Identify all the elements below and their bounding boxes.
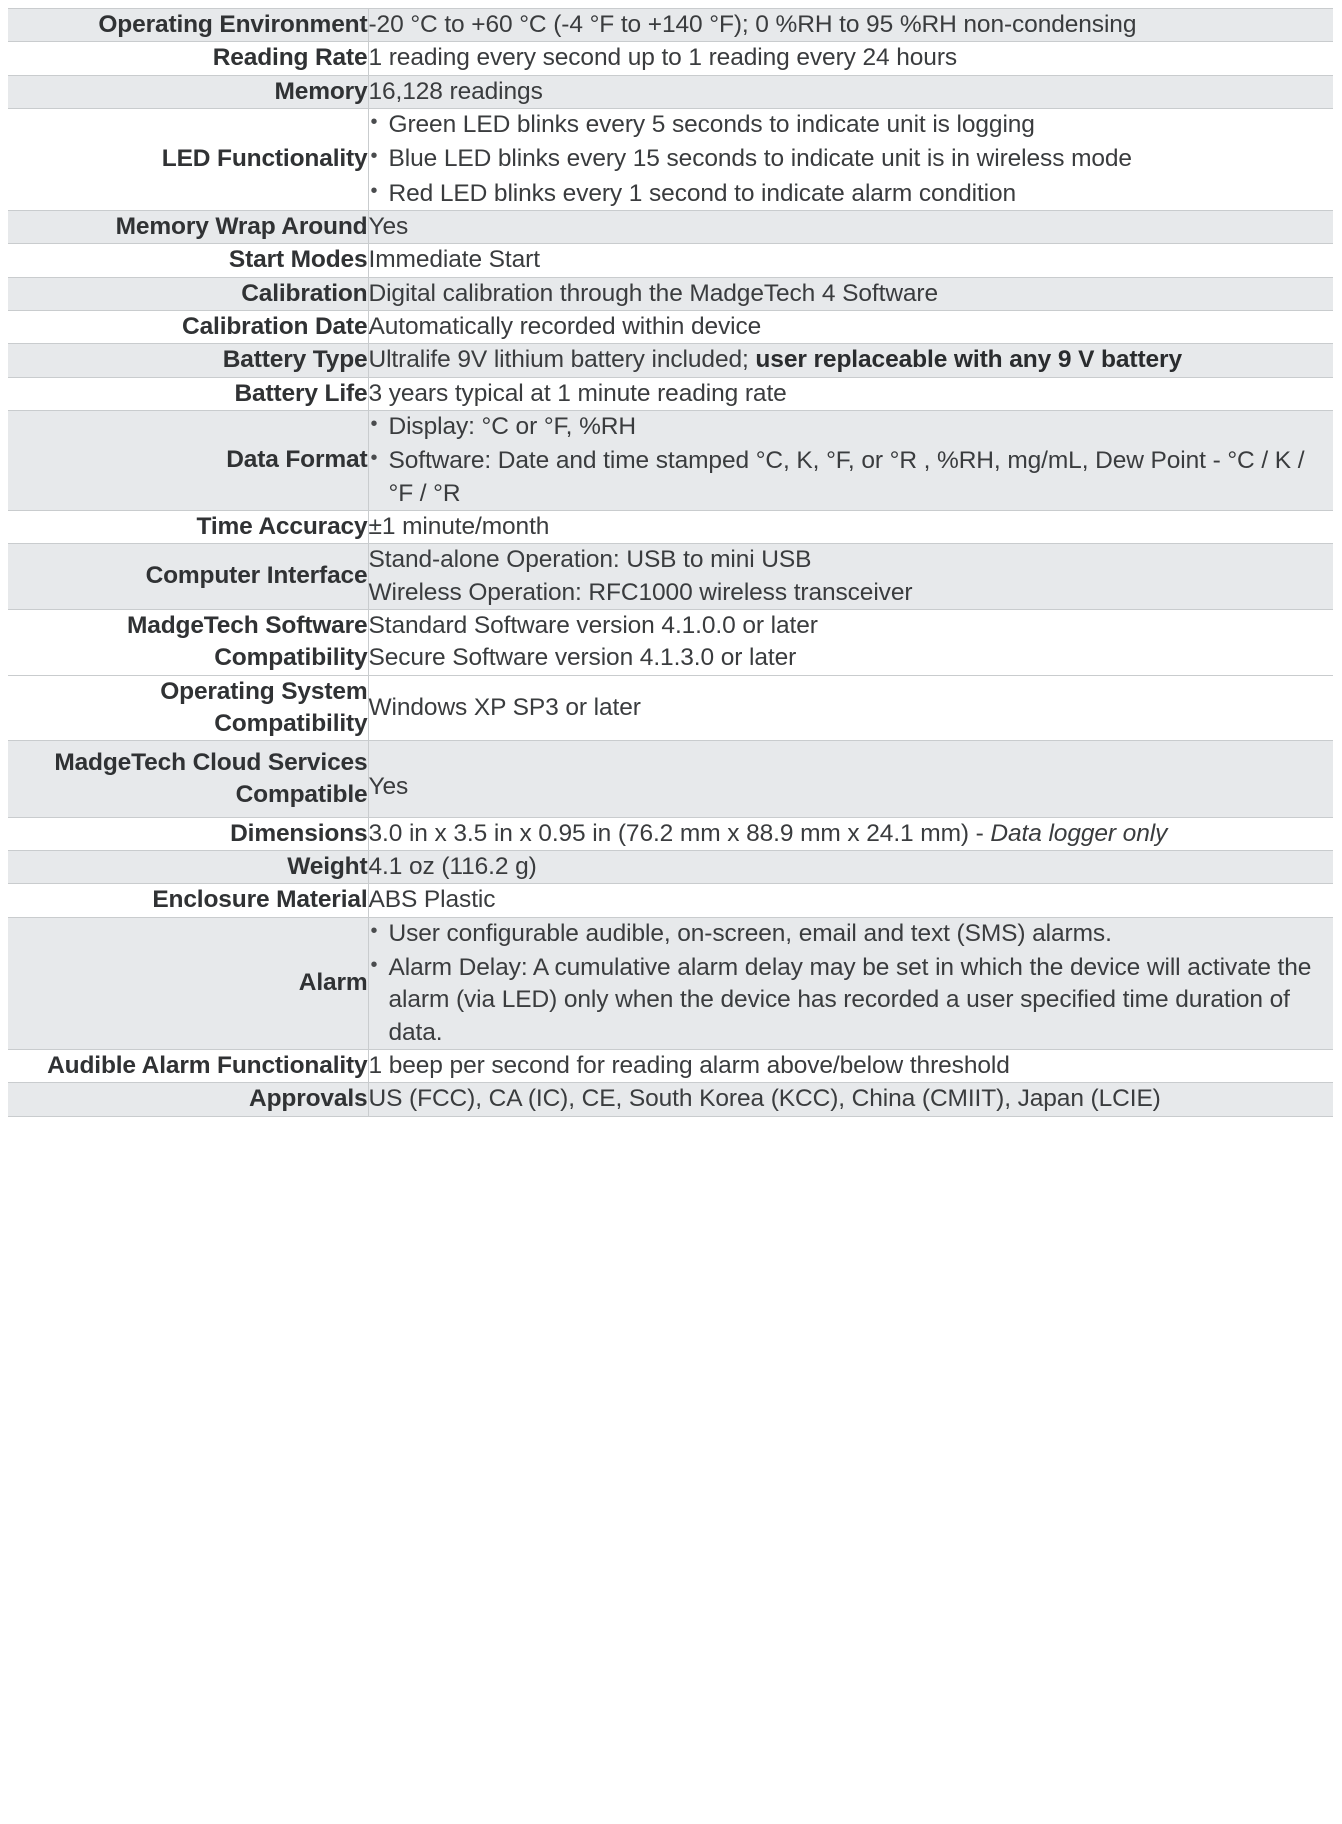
- spec-bullet-item: • Display: °C or °F, %RH: [369, 411, 1334, 443]
- spec-value-segment: 3.0 in x 3.5 in x 0.95 in (76.2 mm x 88.9 mm x 24.1 mm) -: [368, 819, 991, 847]
- spec-value: [368, 917, 1333, 1049]
- spec-value: Yes: [368, 741, 1333, 817]
- table-row: [8, 917, 1333, 1049]
- spec-value: 1 beep per second for reading alarm above/below threshold: [368, 1049, 1333, 1082]
- table-row: [8, 544, 1333, 610]
- spec-label: Dimensions: [8, 817, 368, 850]
- table-row: [8, 1049, 1333, 1082]
- spec-label: Battery Type: [8, 344, 368, 377]
- spec-label: Battery Life: [8, 377, 368, 410]
- specifications-panel: [0, 8, 1342, 1117]
- spec-line: Stand-alone Operation: USB to mini USB: [368, 546, 812, 574]
- spec-value: Digital calibration through the MadgeTech 4 Software: [368, 277, 1333, 310]
- spec-value: [368, 609, 1333, 675]
- spec-value: [368, 544, 1333, 610]
- table-row: [8, 675, 1333, 741]
- table-row: [8, 108, 1333, 210]
- table-row: [8, 75, 1333, 108]
- table-row: [8, 344, 1333, 377]
- spec-bullet-item: • Green LED blinks every 5 seconds to indicate unit is logging: [369, 109, 1334, 141]
- spec-value: 4.1 oz (116.2 g): [368, 850, 1333, 883]
- spec-value: [368, 817, 1333, 850]
- spec-line-group: [369, 544, 1334, 609]
- spec-label: MadgeTech Cloud Services Compatible: [8, 741, 368, 817]
- device-specifications-table: [8, 8, 1333, 1117]
- spec-value: [368, 410, 1333, 510]
- spec-label: Enclosure Material: [8, 884, 368, 917]
- spec-label: Computer Interface: [8, 544, 368, 610]
- spec-value: [368, 108, 1333, 210]
- spec-value-segment: user replaceable with any 9 V battery: [755, 346, 1183, 374]
- table-row: [8, 42, 1333, 75]
- spec-value: 3 years typical at 1 minute reading rate: [368, 377, 1333, 410]
- spec-label: Reading Rate: [8, 42, 368, 75]
- spec-value: ±1 minute/month: [368, 510, 1333, 543]
- spec-value: 1 reading every second up to 1 reading every 24 hours: [368, 42, 1333, 75]
- spec-value: Yes: [368, 210, 1333, 243]
- spec-label: Start Modes: [8, 244, 368, 277]
- table-row: [8, 817, 1333, 850]
- spec-value: [368, 344, 1333, 377]
- spec-label: Audible Alarm Functionality: [8, 1049, 368, 1082]
- table-row: [8, 850, 1333, 883]
- table-row: [8, 741, 1333, 817]
- spec-bullet-item: • Red LED blinks every 1 second to indicate alarm condition: [369, 178, 1334, 210]
- spec-label: Memory Wrap Around: [8, 210, 368, 243]
- spec-value: ABS Plastic: [368, 884, 1333, 917]
- spec-bullet-item: • Software: Date and time stamped °C, K, °F, or °R , %RH, mg/mL, Dew Point - °C / K / °F / °R: [369, 445, 1334, 510]
- table-row: [8, 377, 1333, 410]
- spec-value-segment: Ultralife 9V lithium battery included;: [368, 346, 756, 374]
- spec-value-segment: Data logger only: [990, 819, 1168, 847]
- table-row: [8, 1083, 1333, 1116]
- spec-line: Wireless Operation: RFC1000 wireless transceiver: [368, 578, 913, 606]
- table-row: [8, 210, 1333, 243]
- spec-label: Operating System Compatibility: [8, 675, 368, 741]
- spec-label: Calibration Date: [8, 310, 368, 343]
- spec-value: US (FCC), CA (IC), CE, South Korea (KCC), China (CMIIT), Japan (LCIE): [368, 1083, 1333, 1116]
- spec-label: Approvals: [8, 1083, 368, 1116]
- spec-line: Secure Software version 4.1.3.0 or later: [368, 644, 797, 672]
- spec-value: -20 °C to +60 °C (-4 °F to +140 °F); 0 %RH to 95 %RH non-condensing: [368, 9, 1333, 42]
- specifications-table-body: [8, 9, 1333, 1117]
- spec-bullet-item: • User configurable audible, on-screen, email and text (SMS) alarms.: [369, 918, 1334, 950]
- spec-label: Calibration: [8, 277, 368, 310]
- spec-label: Memory: [8, 75, 368, 108]
- table-row: [8, 9, 1333, 42]
- spec-label: LED Functionality: [8, 108, 368, 210]
- spec-bullet-item: • Alarm Delay: A cumulative alarm delay may be set in which the device will activate the alarm (via LED) only when the device has recorded a user specified time duration of data.: [369, 952, 1334, 1049]
- table-row: [8, 277, 1333, 310]
- table-row: [8, 310, 1333, 343]
- table-row: [8, 609, 1333, 675]
- spec-label: Operating Environment: [8, 9, 368, 42]
- spec-line: Standard Software version 4.1.0.0 or later: [368, 611, 818, 639]
- spec-label: Weight: [8, 850, 368, 883]
- spec-bullet-item: • Blue LED blinks every 15 seconds to indicate unit is in wireless mode: [369, 143, 1334, 175]
- spec-line-group: [369, 610, 1334, 675]
- spec-label: Data Format: [8, 410, 368, 510]
- spec-value: 16,128 readings: [368, 75, 1333, 108]
- spec-bullet-list: [369, 411, 1334, 510]
- spec-bullet-list: [369, 109, 1334, 210]
- spec-label: Alarm: [8, 917, 368, 1049]
- spec-value: Windows XP SP3 or later: [368, 675, 1333, 741]
- table-row: [8, 884, 1333, 917]
- spec-bullet-list: [369, 918, 1334, 1049]
- table-row: [8, 410, 1333, 510]
- spec-value: Immediate Start: [368, 244, 1333, 277]
- table-row: [8, 244, 1333, 277]
- spec-label: MadgeTech Software Compatibility: [8, 609, 368, 675]
- table-row: [8, 510, 1333, 543]
- spec-label: Time Accuracy: [8, 510, 368, 543]
- spec-value: Automatically recorded within device: [368, 310, 1333, 343]
